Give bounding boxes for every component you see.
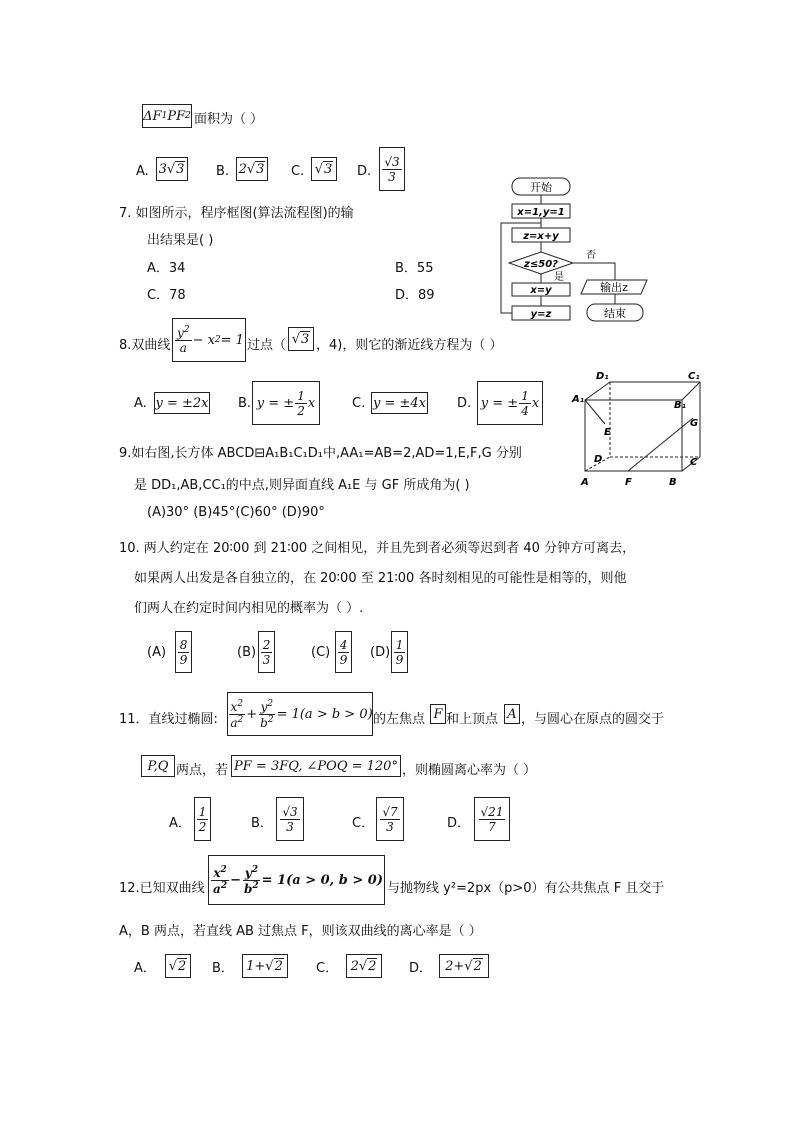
cube-label-c1: C₁	[688, 371, 700, 382]
q10-option-d-value: $\frac{1}{9}$	[391, 631, 408, 673]
flow-output: 输出z	[600, 281, 628, 294]
q10-line2: 如果两人出发是各自独立的，在 20∶00 至 21∶00 各时刻相见的可能性是相等的，则他	[134, 571, 627, 586]
q8-option-c-value: y = ±4x	[371, 392, 428, 414]
q7-option-b: B．55	[395, 261, 434, 276]
cube-label-e: E	[604, 427, 611, 438]
q10-option-c-label: (C)	[311, 645, 331, 660]
q11-line2-prefix: 两点，若	[176, 763, 229, 778]
q7-stem-line1: 7. 如图所示，程序框图(算法流程图)的输	[119, 206, 354, 221]
q12-option-b-label: B．	[212, 961, 234, 976]
q11-option-a-value: $\frac{1}{2}$	[194, 797, 211, 841]
q6-option-d-value: $\frac{√3}{3}$	[379, 147, 405, 191]
q6-option-c-label: C.	[291, 164, 305, 179]
q6-option-b-value: 2 √3	[236, 157, 268, 181]
q6-option-d-label: D.	[357, 164, 372, 179]
q7-stem-line2: 出结果是( )	[147, 233, 214, 248]
cube-label-c: C	[690, 457, 698, 468]
q8-option-a-label: A.	[134, 396, 147, 411]
q11-option-d-value: $\frac{√21}{7}$	[474, 797, 510, 841]
q11-line2-suffix: ，则椭圆离心率为（ ）	[402, 763, 537, 778]
q10-option-a-label: (A)	[147, 645, 167, 660]
q12-option-a-value: √2	[165, 954, 191, 978]
q6-option-b-label: B.	[216, 164, 230, 179]
q11-option-d-label: D．	[447, 816, 471, 831]
q12-option-a-label: A．	[134, 961, 156, 976]
q8-suffix: ，4)，则它的渐近线方程为（ ）	[316, 338, 503, 353]
q8-option-b-label: B.	[238, 396, 252, 411]
q12-option-b-value: 1+ √2	[242, 954, 288, 978]
cube-label-f: F	[625, 477, 632, 488]
q11-option-b-value: $\frac{√3}{3}$	[276, 797, 304, 841]
q12-line2: A，B 两点，若直线 AB 过焦点 F，则该双曲线的离心率是（ ）	[119, 924, 482, 939]
q11-vector-condition: PF = 3FQ, ∠POQ = 120°	[231, 755, 401, 777]
flow-start: 开始	[530, 181, 552, 194]
q8-option-d-value: y = ± $\frac{1}{4}$ x	[477, 381, 543, 425]
q12-option-d-value: 2+ √2	[439, 954, 489, 978]
q7-option-c: C．78	[147, 288, 186, 303]
q8-hyperbola-equation: $\frac{y^2}{a}$ − x 2 = 1	[172, 318, 246, 362]
q10-option-d-label: (D)	[370, 645, 391, 660]
q11-suffix: ，与圆心在原点的圆交于	[521, 712, 665, 727]
q10-line3: 们两人在约定时间内相见的概率为（ ）.	[134, 601, 364, 616]
q8-option-d-label: D.	[457, 396, 472, 411]
q11-option-a-label: A．	[169, 816, 191, 831]
q9-line1: 9.如右图,长方体 ABCD⊟A₁B₁C₁D₁中,AA₁=AB=2,AD=1,E,F,G 分别	[119, 446, 522, 461]
q8-prefix: 8.双曲线	[119, 338, 171, 353]
q11-prefix: 11．直线过椭圆:	[119, 712, 218, 727]
q11-vertex-a: A	[504, 704, 520, 724]
q9-options: (A)30° (B)45°(C)60° (D)90°	[147, 505, 325, 520]
q7-option-d: D．89	[395, 288, 435, 303]
q10-option-b-label: (B)	[237, 645, 257, 660]
q12-prefix: 12.已知双曲线	[119, 881, 205, 896]
q8-option-a-value: y = ±2x	[154, 392, 210, 414]
q12-hyperbola-equation: $\frac{x^2}{a^2}$ − $\frac{y^2}{b^2}$ = 1(a > 0, b > 0)	[208, 855, 385, 905]
q10-line1: 10. 两人约定在 20∶00 到 21∶00 之间相见，并且先到者必须等迟到者 40 分钟方可离去，	[119, 541, 636, 556]
q12-suffix: 与抛物线 y²=2px（p>0）有公共焦点 F 且交于	[387, 881, 665, 896]
q8-point-value: √3	[288, 327, 314, 351]
flow-step-x: x=y	[530, 285, 552, 296]
flow-no: 否	[586, 250, 596, 261]
flow-yes: 是	[554, 272, 564, 283]
q6-triangle-formula: ΔF 1 PF 2	[142, 104, 192, 128]
q7-option-a: A．34	[147, 261, 186, 276]
q6-tail-text: 面积为（ ）	[194, 112, 264, 127]
q6-option-a-label: A.	[136, 164, 149, 179]
cube-label-b: B	[669, 477, 677, 488]
q11-ellipse-equation: $\frac{x^2}{a^2}$ + $\frac{y^2}{b^2}$ = 1(a > b > 0)	[227, 692, 373, 736]
q6-option-c-value: √3	[311, 157, 337, 181]
cube-label-d1: D₁	[596, 371, 609, 382]
flow-end: 结束	[604, 307, 626, 320]
q8-option-b-value: y = ± $\frac{1}{2}$ x	[252, 381, 320, 425]
cuboid-figure	[570, 366, 710, 490]
cube-label-a1: A₁	[572, 394, 585, 405]
cube-label-a: A	[581, 477, 589, 488]
q11-left-focus-text: 的左焦点	[373, 712, 426, 727]
q11-option-b-label: B．	[251, 816, 273, 831]
q10-option-a-value: $\frac{8}{9}$	[175, 631, 192, 673]
q10-option-c-value: $\frac{4}{9}$	[335, 631, 352, 673]
flow-step-y: y=z	[530, 309, 552, 320]
q8-through-point: 过点（	[247, 338, 287, 353]
cube-label-b1: B₁	[674, 400, 687, 411]
q10-option-b-value: $\frac{2}{3}$	[258, 631, 275, 673]
q11-upper-vertex-text: 和上顶点	[446, 712, 499, 727]
q11-focus-f: F	[430, 704, 446, 724]
cube-label-d: D	[594, 454, 603, 465]
q12-option-d-label: D．	[409, 961, 433, 976]
q11-option-c-label: C．	[352, 816, 375, 831]
flowchart-diagram	[495, 172, 675, 332]
flow-condition: z≤50?	[524, 259, 558, 270]
flow-init: x=1,y=1	[517, 207, 565, 218]
flow-step-z: z=x+y	[523, 231, 559, 242]
q11-option-c-value: $\frac{√7}{3}$	[376, 797, 404, 841]
q6-option-a-value: 3 √3	[156, 157, 188, 181]
q11-points-pq: P,Q	[141, 755, 175, 777]
cube-label-g: G	[690, 418, 699, 429]
q12-option-c-value: 2 √2	[346, 954, 382, 978]
q9-line2: 是 DD₁,AB,CC₁的中点,则异面直线 A₁E 与 GF 所成角为( )	[134, 478, 470, 493]
q8-option-c-label: C.	[352, 396, 366, 411]
q12-option-c-label: C．	[316, 961, 339, 976]
